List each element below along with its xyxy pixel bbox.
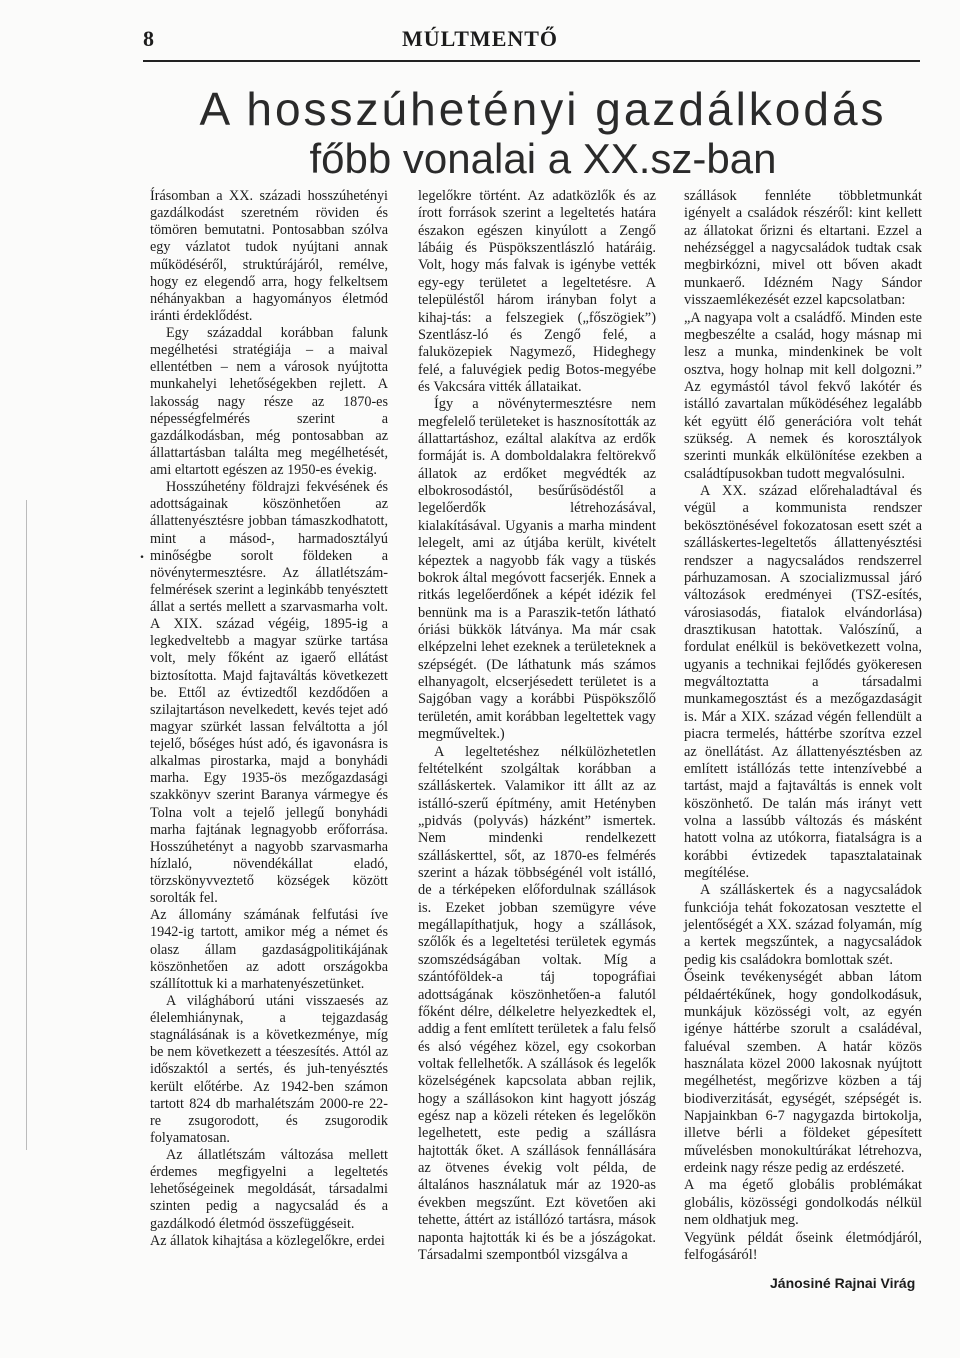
paragraph: A szálláskertek és a nagycsaládok funkciója tehát fokozatosan vesztette el jelentőségét a XX. század folyamán, míg a kertek megszűntek, a nagycsaládok pedig kis családokra bomlottak szét. — [684, 882, 922, 968]
author-signature: Jánosiné Rajnai Virág — [770, 1275, 916, 1291]
paragraph: Egy századdal korábban falunk megélhetési stratégiája – a maival ellentétben – nem a városok nyújtotta munkahelyi lehetőségekben rejlett. A lakosság nagy része az 1870-es népességfelmérés szerint a gazdálkodásban, még pontosabban az állattartásban találta meg megélhetését, ami eltartott egészen az 1950-es évekig. — [150, 325, 388, 478]
paragraph: szállások fennléte többletmunkát igényelt a családok részéről: kint kellett az állatokat őrizni és eltartani. Ezzel a nehézséggel a nagycsaládok tudtak csak megbirkózni, mivel ott bőven akadt munkaerő. Idézném Nagy Sándor visszaemlékezését ezzel kapcsolatban: — [684, 188, 922, 309]
paragraph: Az állomány számának felfutási íve 1942-ig tartott, amikor még a német és olasz állam gazdaságpolitikájának köszönhetően az adott országokba szállítottuk ki a marhatenyészetünket. — [150, 907, 388, 992]
paragraph: Hosszúhetény földrajzi fekvésének és adottságainak köszönhetően az állattenyésztésre jobban támaszkodhatott, mint a másod-, harmadosztályú minőségbe sorolt földeken a növénytermesztésre. Az állatlétszám-felmérések szerint a leginkább tenyésztett állat a sertés mellett a szarvasmarha volt. A XIX. század végéig, 1895-ig a legkedveltebb a magyar szürke tartása volt, mely főként az igaerő ellátást biztosította. Majd fajtaváltás következett be. Ettől az évtizedtől kezdődően a szilajtartáson nevelkedett, kevés tejet adó magyar szürkét lassan felváltotta a jól tejelő, bőséges húst adó, és igavonásra is alkalmas pirostarka, majd a bonyhádi marha. Egy 1935-ös mezőgazdasági szakkönyv szerint Baranya vármegye és Tolna volt a tejelő jellegű bonyhádi marha fajtának legnagyobb erőforrása. Hosszúhetényt a nagyobb szarvasmarha hízlaló, növendékállat eladó, törzskönyvveztető községek között sorolták fel. — [150, 479, 388, 907]
paragraph: Az állatok kihajtása a közlegelőkre, erdei — [150, 1232, 385, 1249]
page-number: 8 — [143, 26, 154, 51]
paragraph: Így a növénytermesztésre nem megfelelő területeket is hasznosították az állattartáshoz, ezáltal alakítva az erdők formáját is. A domboldalakra feltörekvő állatok az erdőket megvédték az elbokrosodástól, besűrűsödéstől a legelőerdők létrehozásával, kialakításával. Ugyanis a marha mindent lelegelt, ami az útjába került, kivételt képeztek a nagyobb fák vagy a tüskés bokrok által megóvott facserjék. Ennek a ritkás legelőerdőnek a képét idézik fel bennünk ma is a Paraszik-tetőn látható óriási bükkök látványa. Ma már csak elképzelni lehet ezeknek a területeknek a szépségét. (De láthatunk más számos elhanyagolt, elcserjésedett területet is a Sajgóban vagy a korábbi Püspökszőlő területén, amit korábban legeltettek vagy megműveltek.) — [418, 396, 656, 743]
paragraph: Vegyünk példát őseink életmódjáról, felfogásáról! — [684, 1229, 922, 1263]
paragraph: Írásomban a XX. századi hosszúhetényi gazdálkodást szeretném röviden és tömören bemutatni. Pontosabban szólva egy vázlatot tudok nyújtani annak működéséről, struktúrájáról, remélve, hogy ez elegendő arra, hogy felkeltsem néhányakban a hagyományos életmód iránti érdeklődést. — [150, 188, 388, 324]
journal-title: MÚLTMENTŐ — [401, 26, 559, 51]
paragraph: A legeltetéshez nélkülözhetetlen feltételként szolgáltak korábban a szálláskertek. Valamikor itt állt az az istálló-szerű építmény, amit Hetényben „pidvás (polyvás) házként” ismertek. Nem mindenki rendelkezett szálláskerttel, sőt, az 1870-es felmérés szerint a házak többségénél volt istálló, de a térképeken előfordulnak szállások is. Ezeket jobban szemügyre véve megállapíthatjuk, hogy a szállások, szőlők és a legeltetési területek egymás szomszédságában voltak. Míg a szántóföldek-a táj topográfiai adottságának köszönhetően-a falutól főként délre, délkeletre helyezkedtek el, addig a fent említett területek a falu felső és alsó végéhez közel, egy csokorban voltak fellelhetők. A szállások és legelők közelségének kapcsolata abban rejlik, hogy a szállásokon kint hagyott jószág egész nap a közeli réteken és legelőkön legelhetett, este pedig a szállásra hajtották őket. A szállások fennállására az ötvenes évekig volt példa, de általános használatuk már az 1920-as években megszűnt. Ezt követően aki tehette, áttért az istállózó tartásra, mások naponta hajtották ki és be a jószágokat. Társadalmi szempontból vizsgálva a — [418, 743, 656, 1263]
paragraph: legelőkre történt. Az adatközlők és az írott források szerint a legeltetés határa északon egészen kinyúlott a Zengő lábáig és Püspökszentlászló határáig. Volt, hogy más falvak is igénybe vették egy-egy területet a legeltetésre. A településtől három irányban folyt a kihaj-tás: a felszegiek („főszögiek”) Szentlász-ló és Zengő felé, a faluközepiek Nagymező, Hideghegy felé, a faluvégiek pedig Botos-megyébe és Vakcsára vitték állataikat. — [418, 188, 656, 395]
paragraph: A XX. század előrehaladtával és végül a kommunista rendszer bekösztönésével fokozatosan esett szét a szálláskertes-legeltetős állattenyésztési rendszer a nagycsaládos rendszerrel párhuzamosan. A szocializmussal járó változások eredményei (TSZ-esítés, városiasodás, fiatalok elvándorlása) drasztikusan hatottak. Valószínű, a fordulat enélkül is bekövetkezett volna, ugyanis a technikai fejlődés gyökeresen megváltoztatta a társadalmi munkamegosztást és a mezőgazdaságit is. Már a XIX. század végén fellendült a piacra termelés, háttérbe szorítva ezzel az önellátást. Az állattenyésztésben az említett istállózás tette intenzívebbé a tartást, majd a fajtaváltás is ennek volt köszönhető. De talán más irányt vett volna a lassúbb változás és másként hatott volna az utókorra, fiatalságra is a korábbi évtizedek tapasztalatainak megítélése. — [684, 483, 922, 882]
text-column-3 — [684, 188, 922, 1264]
article-title-line2: főbb vonalai a XX.sz-ban — [309, 135, 777, 182]
scan-edge-line — [26, 500, 27, 1150]
header-rule — [143, 60, 920, 62]
paragraph: A világháború utáni visszaesés az élelemhiánynak, a tejgazdaság stagnálásának is a következménye, míg be nem következett a téeszesítés. Attól az időszaktól a sertés, és juh-tenyésztés került előtérbe. Az 1942-ben számon tartott 824 db marhalétszám 2000-re 22-re zsugorodott, és zsugorodik folyamatosan. — [150, 992, 388, 1146]
paragraph: Őseink tevékenységét abban látom példaértékűnek, hogy gondolkodásuk, munkájuk közösségi volt, az egyén igénye háttérbe szorult a családéval, faluéval szemben. A határ közös használata közel 2000 lakosnak nyújtott megélhetést, megőrizve közben a táj biodiverzitását, egységét, szépségét is. Napjainkban 6-7 nagygazda birtokolja, illetve bérli a földeket gépesített művelésben monokultúrákat létrehozva, erdeink nagy része pedig az erdészeté. — [684, 969, 922, 1177]
article-title-line1: A hosszúhetényi gazdálkodás — [199, 83, 887, 135]
stray-mark: . — [140, 545, 144, 562]
text-column-2 — [418, 188, 656, 1264]
paragraph: A ma égető globális problémákat globális, közösségi gondolkodás nélkül nem oldhatjuk meg. — [684, 1177, 922, 1229]
paragraph: Az állatlétszám változása mellett érdemes megfigyelni a legeltetés lehetőségeinek megoldását, társadalmi szinten pedig a nagycsalád és a gazdálkodó életmód összefüggéseit. — [150, 1147, 388, 1232]
text-column-1 — [150, 188, 388, 1250]
paragraph: „A nagyapa volt a családfő. Minden este megbeszélte a család, hogy másnap mi lesz a munka, mindenkinek be volt osztva, hogy holnap mit kell dolgozni.” Az egymástól távol fekvő lakótér és istálló zavartalan működéséhez legalább két együtt élő generációra volt tehát szükség. A nemek és korosztályok szerinti munkák elkülönítése ezekben a családtípusokban tudott megvalósulni. — [684, 309, 922, 482]
